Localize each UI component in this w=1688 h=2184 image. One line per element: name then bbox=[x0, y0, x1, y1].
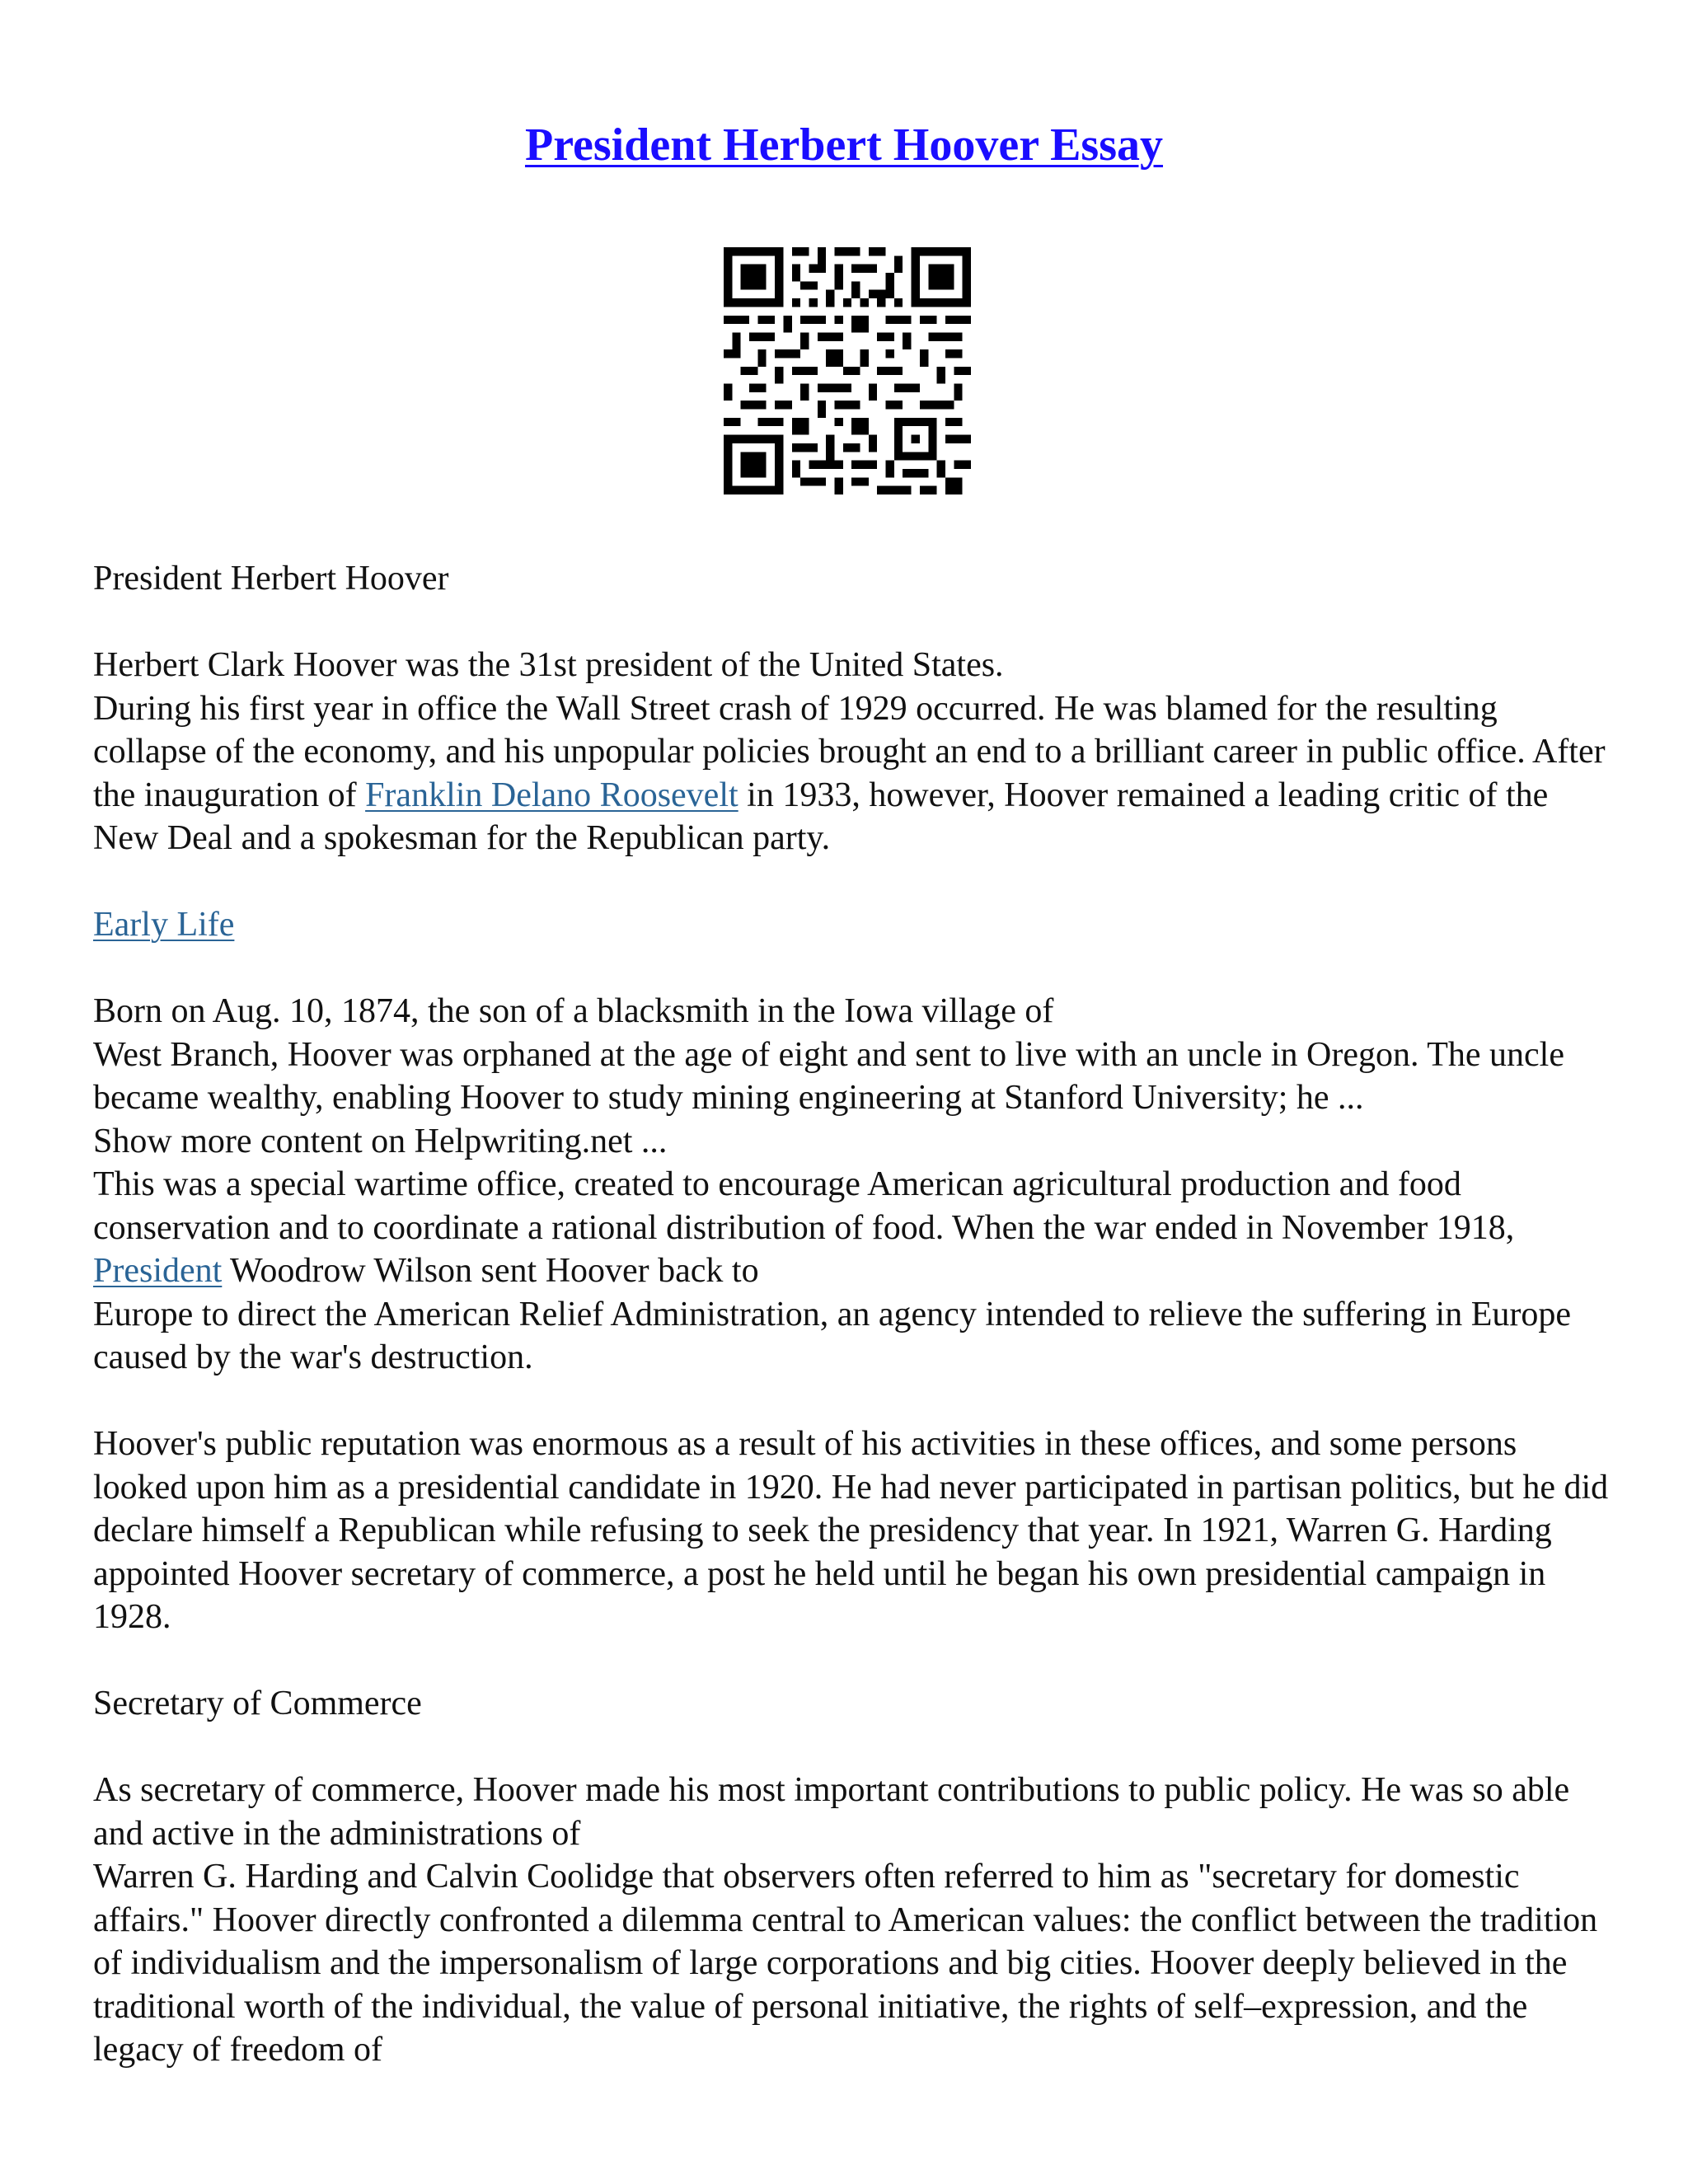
intro-text-b: in 1933, however, Hoover remained a leading critic of the New Deal and a spokesman for the Republican party. bbox=[93, 776, 1549, 857]
heading-secretary-of-commerce: Secretary of Commerce bbox=[93, 1685, 422, 1722]
intro-line-1: Herbert Clark Hoover was the 31st president of the United States. bbox=[93, 646, 1004, 684]
early-life-line-2: West Branch, Hoover was orphaned at the age of eight and sent to live with an uncle in Oregon. The uncle became wealthy, enabling Hoover to study mining engineering at Stanford University; he ... bbox=[93, 1035, 1564, 1117]
early-life-line-1: Born on Aug. 10, 1874, the son of a blacksmith in the Iowa village of bbox=[93, 992, 1054, 1030]
paragraph-commerce bbox=[93, 1769, 1610, 2072]
commerce-line-1: As secretary of commerce, Hoover made his most important contributions to public policy. He was so able and active in the administrations of bbox=[93, 1771, 1570, 1853]
wartime-text-b: Woodrow Wilson sent Hoover back to bbox=[222, 1252, 759, 1290]
intro-text-a: During his first year in office the Wall Street crash of 1929 occurred. He was blamed for the resulting collapse of the economy, and his unpopular policies brought an end to a brilliant career in public office. After the inauguration of bbox=[93, 689, 1606, 814]
paragraph-early-life bbox=[93, 990, 1610, 1380]
paragraph-intro bbox=[93, 644, 1610, 860]
qr-code-icon bbox=[724, 247, 971, 494]
show-more-notice: Show more content on Helpwriting.net ... bbox=[93, 1122, 668, 1160]
relief-administration-text: Europe to direct the American Relief Administration, an agency intended to relieve the suffering in Europe caused by the war's destruction. bbox=[93, 1295, 1571, 1376]
roosevelt-link[interactable]: Franklin Delano Roosevelt bbox=[365, 776, 738, 814]
page-title bbox=[0, 115, 1688, 175]
essay-body bbox=[93, 557, 1610, 2072]
president-link[interactable]: President bbox=[93, 1252, 223, 1290]
title-link[interactable]: President Herbert Hoover Essay bbox=[524, 120, 1164, 171]
commerce-line-2: Warren G. Harding and Calvin Coolidge that observers often referred to him as "secretary for domestic affairs." Hoover directly confronted a dilemma central to American values: the conflict between the tradition of individualism and the impersonalism of large corporations and big cities. Hoover deeply believed in the traditional worth of the individual, the value of personal initiative, the rights of self–expression, and the legacy of freedom of bbox=[93, 1858, 1598, 2069]
early-life-link[interactable]: Early Life bbox=[93, 906, 235, 944]
heading-president-herbert-hoover: President Herbert Hoover bbox=[93, 560, 449, 598]
early-life-section bbox=[93, 903, 1610, 947]
wartime-text-a: This was a special wartime office, created to encourage American agricultural production and food conservation and to coordinate a rational distribution of food. When the war ended in November 1918, bbox=[93, 1165, 1515, 1247]
paragraph-reputation: Hoover's public reputation was enormous as a result of his activities in these offices, and some persons looked upon him as a presidential candidate in 1920. He had never participated in partisan politics, but he did declare himself a Republican while refusing to seek the presidency that year. In 1921, Warren G. Harding appointed Hoover secretary of commerce, a post he held until he began his own presidential campaign in 1928. bbox=[93, 1425, 1609, 1636]
